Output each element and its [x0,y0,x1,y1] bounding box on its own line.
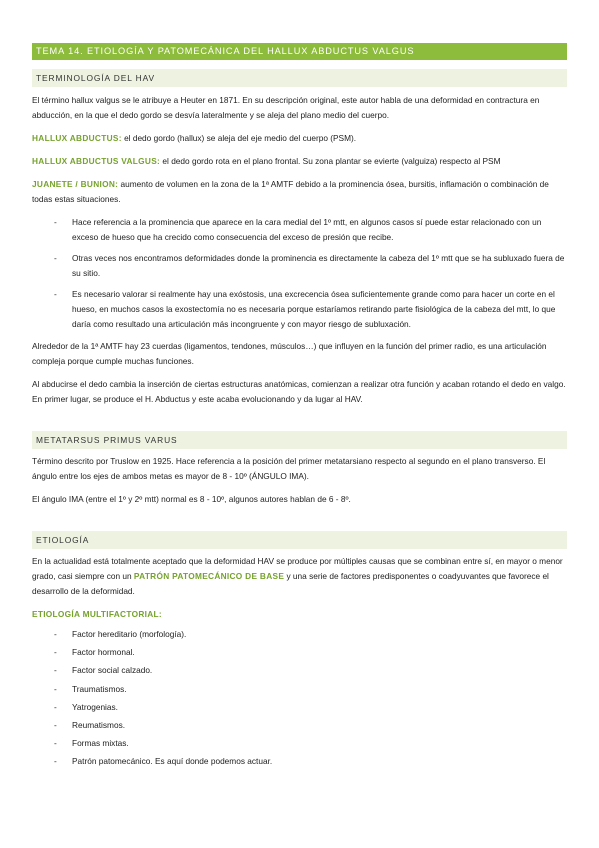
paragraph-abducirse: Al abducirse el dedo cambia la inserción de ciertas estructuras anatómicas, comienzan a realizar otra función y acaban rotando el dedo en valgo. En primer lugar, se produce el H. Abductus y este acaba evolucionando y da lugar al HAV. [32,379,566,404]
definition-text: el dedo gordo rota en el plano frontal. Su zona plantar se evierte (valguiza) respecto al PSM [160,156,501,166]
list-item: - Hace referencia a la prominencia que aparece en la cara medial del 1º mtt, en algunos casos sí puede estar relacionado con un exceso de hueso que ha crecido como consecuencia del exceso de presión que recibe. [32,215,567,245]
factor-list [32,627,567,769]
document-title: TEMA 14. ETIOLOGÍA Y PATOMECÁNICA DEL HALLUX ABDUCTUS VALGUS [32,43,567,60]
intro-paragraph: El término hallux valgus se le atribuye a Heuter en 1871. En su descripción original, este autor habla de una deformidad en contractura en abducción, en la que el dedo gordo se desvía lateralmente y se aleja del plano medio del cuerpo. [32,95,540,120]
text-run: En la actualidad está totalmente aceptado que la deformidad HAV se produce por múltiples causas que se combinan entre sí, en mayor o menor grado, casi siempre con un [32,556,563,581]
list-item: - Factor hormonal. [32,645,567,660]
bunion-bullet-list [32,215,567,332]
list-item: - Es necesario valorar si realmente hay una exóstosis, una excrecencia ósea suficientemente grande como para hacer un corte en el hueso, en muchos casos la exostectomía no es necesaria porque estaríamos retirando parte fisiológica de la cabeza del mtt, lo que daría como resultado una articulación más incongruente y con mayor riesgo de subluxación. [32,287,567,332]
list-item: - Formas mixtas. [32,736,567,751]
paragraph-ima: El ángulo IMA (entre el 1º y 2º mtt) normal es 8 - 10º, algunos autores hablan de 6 - 8º. [32,494,351,504]
list-item: - Yatrogenias. [32,700,567,715]
paragraph-cuerdas: Alrededor de la 1ª AMTF hay 23 cuerdas (ligamentos, tendones, músculos…) que influyen en la función del primer radio, es una articulación compleja porque cumple muchas funciones. [32,341,547,366]
list-item: - Factor social calzado. [32,663,567,678]
definition-text: el dedo gordo (hallux) se aleja del eje medio del cuerpo (PSM). [121,133,357,143]
list-item: - Traumatismos. [32,682,567,697]
list-item: - Patrón patomecánico. Es aquí donde podemos actuar. [32,754,567,769]
definition-hallux-abductus [32,131,567,146]
subheading-multifactorial: ETIOLOGÍA MULTIFACTORIAL: [32,609,162,619]
paragraph-truslow: Término descrito por Truslow en 1925. Hace referencia a la posición del primer metatarsiano respecto al segundo en el plano transverso. El ángulo entre los ejes de ambos metas es mayor de 8 - 10º (ÁNGULO IMA). [32,456,546,481]
term-hallux-abductus: HALLUX ABDUCTUS: [32,133,122,143]
list-item: - Factor hereditario (morfología). [32,627,567,642]
list-item: - Otras veces nos encontramos deformidades donde la prominencia es directamente la cabeza del 1º mtt que se ha subluxado fuera de su sitio. [32,251,567,281]
list-item: - Reumatismos. [32,718,567,733]
term-juanete-bunion: JUANETE / BUNION: [32,179,119,189]
section-heading-etiologia: ETIOLOGÍA [32,531,567,549]
section-heading-terminologia: TERMINOLOGÍA DEL HAV [32,69,567,87]
section-heading-metatarsus: METATARSUS PRIMUS VARUS [32,431,567,449]
definition-text: aumento de volumen en la zona de la 1ª AMTF debido a la prominencia ósea, bursitis, inflamación o combinación de todas estas situaciones. [32,179,549,204]
document-page [32,43,567,769]
text-run: y una serie de factores predisponentes o coadyuvantes que favorece el desarrollo de la deformidad. [32,571,549,596]
definition-juanete-bunion [32,177,567,207]
definition-hallux-abductus-valgus [32,154,567,169]
paragraph-etiologia [32,554,567,599]
highlight-patron: PATRÓN PATOMECÁNICO DE BASE [133,571,285,581]
term-hallux-abductus-valgus: HALLUX ABDUCTUS VALGUS: [32,156,161,166]
